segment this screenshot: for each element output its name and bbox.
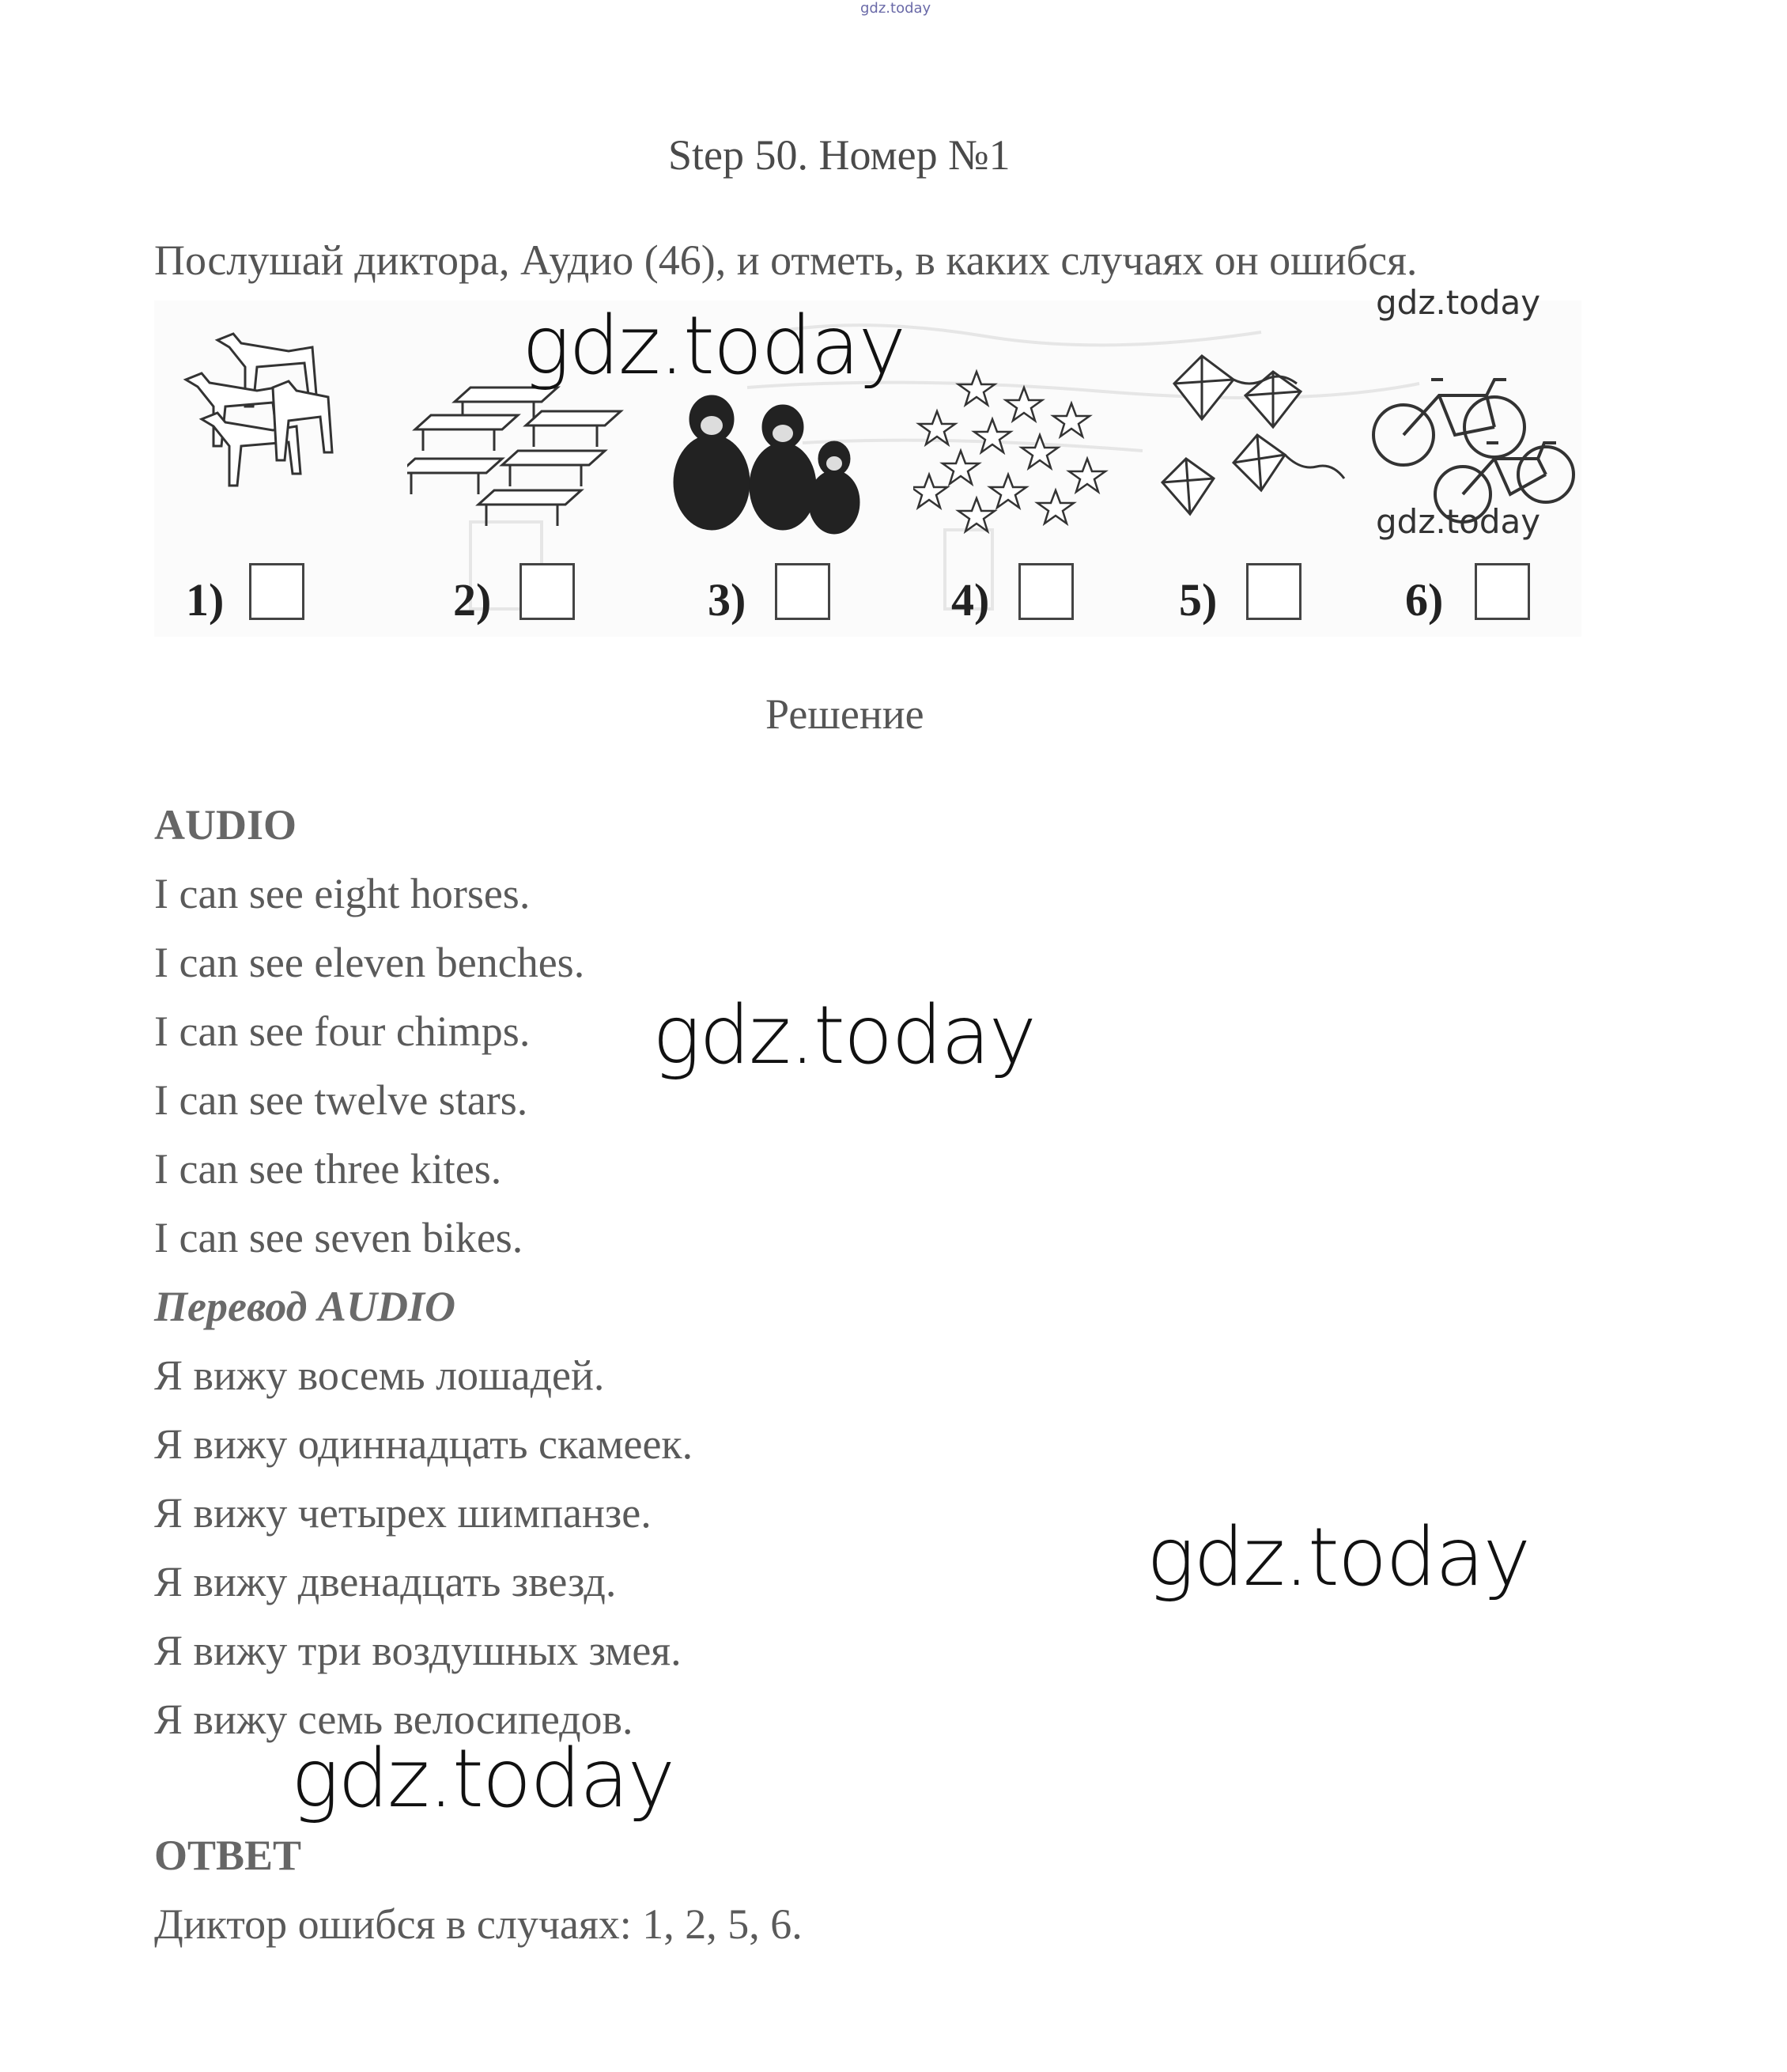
answer-checkbox-5[interactable] bbox=[1246, 563, 1302, 620]
page-title: Step 50. Номер №1 bbox=[668, 131, 1011, 179]
audio-line-2: I can see eleven benches. bbox=[154, 939, 585, 986]
answer-checkbox-1[interactable] bbox=[249, 563, 304, 620]
kites-icon bbox=[1154, 348, 1352, 530]
stars-icon bbox=[913, 364, 1111, 546]
benches-icon bbox=[407, 380, 629, 554]
answer-text: Диктор ошибся в случаях: 1, 2, 5, 6. bbox=[154, 1900, 803, 1948]
translation-line-4: Я вижу двенадцать звезд. bbox=[154, 1558, 617, 1605]
item-number-6: 6) bbox=[1405, 574, 1444, 626]
audio-line-5: I can see three kites. bbox=[154, 1145, 502, 1193]
item-number-1: 1) bbox=[186, 574, 225, 626]
answer-checkbox-2[interactable] bbox=[519, 563, 575, 620]
task-instruction: Послушай диктора, Аудио (46), и отметь, в каких случаях он ошибся. bbox=[154, 236, 1418, 284]
answer-checkbox-4[interactable] bbox=[1018, 563, 1074, 620]
item-number-4: 4) bbox=[951, 574, 990, 626]
watermark-small-2: gdz.today bbox=[1376, 502, 1541, 541]
audio-line-1: I can see eight horses. bbox=[154, 870, 531, 917]
watermark-1: gdz.today bbox=[522, 299, 905, 393]
translation-line-6: Я вижу семь велосипедов. bbox=[154, 1696, 633, 1743]
translation-line-3: Я вижу четырех шимпанзе. bbox=[154, 1489, 652, 1537]
audio-heading: AUDIO bbox=[154, 801, 297, 849]
answer-checkbox-3[interactable] bbox=[775, 563, 830, 620]
watermark-3: gdz.today bbox=[1147, 1511, 1529, 1605]
answer-heading: ОТВЕТ bbox=[154, 1832, 302, 1879]
translation-heading: Перевод AUDIO bbox=[154, 1283, 455, 1330]
solution-heading: Решение bbox=[765, 690, 924, 738]
watermark-top: gdz.today bbox=[860, 0, 931, 17]
answer-checkbox-6[interactable] bbox=[1475, 563, 1530, 620]
audio-line-4: I can see twelve stars. bbox=[154, 1076, 528, 1124]
translation-line-1: Я вижу восемь лошадей. bbox=[154, 1352, 605, 1399]
item-number-3: 3) bbox=[708, 574, 746, 626]
audio-line-6: I can see seven bikes. bbox=[154, 1214, 523, 1261]
watermark-small-1: gdz.today bbox=[1376, 283, 1541, 322]
item-number-2: 2) bbox=[453, 574, 492, 626]
horses-icon bbox=[170, 316, 360, 522]
item-number-5: 5) bbox=[1179, 574, 1218, 626]
audio-line-3: I can see four chimps. bbox=[154, 1008, 531, 1055]
translation-line-2: Я вижу одиннадцать скамеек. bbox=[154, 1420, 693, 1468]
watermark-2: gdz.today bbox=[652, 989, 1035, 1083]
chimps-icon bbox=[664, 388, 870, 546]
translation-line-5: Я вижу три воздушных змея. bbox=[154, 1627, 682, 1674]
watermark-4: gdz.today bbox=[291, 1732, 674, 1826]
